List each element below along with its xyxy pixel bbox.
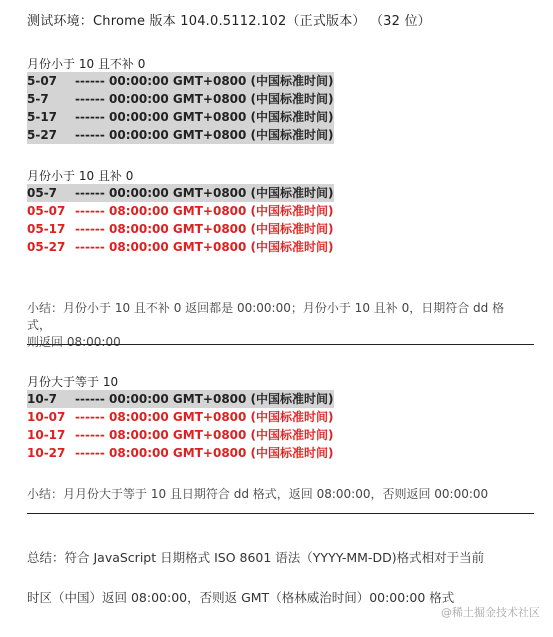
time-result: ------ 00:00:00 GMT+0800 (中国标准时间) — [75, 74, 334, 88]
conclusion-line-1: 总结：符合 JavaScript 日期格式 ISO 8601 语法（YYYY-MM-DD)格式相对于当前 — [27, 550, 485, 565]
time-result: ------ 08:00:00 GMT+0800 (中国标准时间) — [75, 446, 334, 460]
summary-line: 小结：月份小于 10 且不补 0 返回都是 00:00:00；月份小于 10 且补 0，日期符合 dd 格式， — [27, 301, 505, 332]
conclusion-line-2: 时区（中国）返回 08:00:00，否则返 GMT（格林威治时间）00:00:00 格式 — [27, 590, 455, 605]
time-result: ------ 08:00:00 GMT+0800 (中国标准时间) — [75, 428, 334, 442]
divider — [27, 513, 534, 514]
section-month-gte10 — [27, 374, 527, 462]
summary-line: 小结：月月份大于等于 10 且日期符合 dd 格式，返回 08:00:00，否则返回 00:00:00 — [27, 487, 489, 501]
watermark: @稀土掘金技术社区 — [441, 606, 540, 619]
result-row — [27, 126, 527, 144]
summary-line: 则返回 08:00:00 — [27, 335, 121, 349]
result-row — [27, 72, 527, 90]
section-month-lt10-no-pad — [27, 56, 527, 144]
time-result: ------ 08:00:00 GMT+0800 (中国标准时间) — [75, 204, 334, 218]
section-title: 月份小于 10 且不补 0 — [27, 57, 146, 71]
summary-month-gte10 — [27, 486, 527, 503]
date-value: 10-7 — [27, 390, 75, 408]
date-value: 10-27 — [27, 446, 66, 460]
time-result: ------ 00:00:00 GMT+0800 (中国标准时间) — [75, 92, 334, 106]
section-title: 月份大于等于 10 — [27, 375, 119, 389]
result-row — [27, 390, 527, 408]
time-result: ------ 00:00:00 GMT+0800 (中国标准时间) — [75, 110, 334, 124]
date-value: 05-17 — [27, 222, 66, 236]
result-row — [27, 426, 527, 444]
date-value: 05-07 — [27, 204, 66, 218]
time-result: ------ 00:00:00 GMT+0800 (中国标准时间) — [75, 392, 334, 406]
result-row — [27, 108, 527, 126]
date-value: 05-7 — [27, 184, 75, 202]
date-value: 5-07 — [27, 72, 75, 90]
divider — [27, 344, 534, 345]
result-row — [27, 184, 527, 202]
date-value: 5-17 — [27, 108, 75, 126]
result-row — [27, 202, 527, 220]
time-result: ------ 08:00:00 GMT+0800 (中国标准时间) — [75, 410, 334, 424]
section-title: 月份小于 10 且补 0 — [27, 169, 134, 183]
time-result: ------ 08:00:00 GMT+0800 (中国标准时间) — [75, 240, 334, 254]
section-month-lt10-padded — [27, 168, 527, 256]
date-value: 05-27 — [27, 240, 66, 254]
result-row — [27, 220, 527, 238]
time-result: ------ 00:00:00 GMT+0800 (中国标准时间) — [75, 186, 334, 200]
date-value: 10-17 — [27, 428, 66, 442]
result-row — [27, 238, 527, 256]
test-environment-line: 测试环境：Chrome 版本 104.0.5112.102（正式版本） （32 位） — [27, 14, 431, 29]
time-result: ------ 00:00:00 GMT+0800 (中国标准时间) — [75, 128, 334, 142]
result-row — [27, 444, 527, 462]
result-row — [27, 408, 527, 426]
date-value: 10-07 — [27, 410, 66, 424]
date-value: 5-27 — [27, 126, 75, 144]
time-result: ------ 08:00:00 GMT+0800 (中国标准时间) — [75, 222, 334, 236]
result-row — [27, 90, 527, 108]
date-value: 5-7 — [27, 90, 75, 108]
